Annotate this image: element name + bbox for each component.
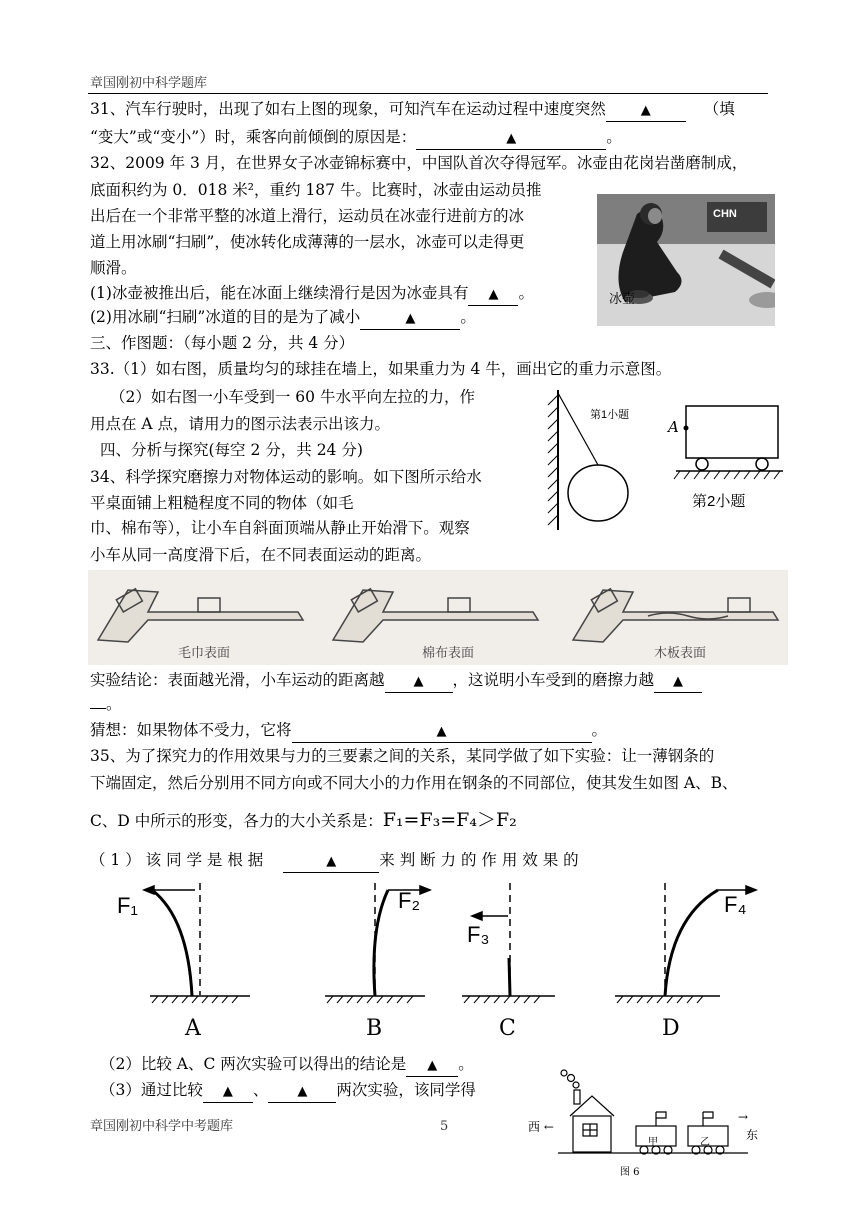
q32-line1: 32、2009 年 3 月，在世界女子冰壶锦标赛中，中国队首次夺得冠军。冰壶由花岗岩凿磨制成， xyxy=(90,154,748,172)
west-label: 西 ← xyxy=(528,1120,554,1134)
fig2-label: 第2小题 xyxy=(692,493,746,510)
answer-blank[interactable]: ▲ xyxy=(406,1054,458,1077)
flag-label: CHN xyxy=(713,208,737,220)
answer-blank[interactable]: ▲ xyxy=(283,850,379,873)
q34-line2: 平桌面铺上粗糙程度不同的物体（如毛 xyxy=(90,494,354,512)
figure-label-b: B xyxy=(366,1016,383,1041)
answer-blank[interactable]: ▲ xyxy=(360,307,460,330)
page-number: 5 xyxy=(440,1119,449,1134)
q34-line1: 34、科学探究磨擦力对物体运动的影响。如下图所示给水 xyxy=(90,468,482,486)
q34-conclusion: 实验结论：表面越光滑，小车运动的距离越 ▲ ，这说明小车受到的磨擦力越 ▲ xyxy=(90,670,702,693)
surface-label-wood: 木板表面 xyxy=(654,645,707,660)
answer-blank[interactable]: ▲ xyxy=(654,670,702,693)
q32-sub1: (1)冰壶被推出后，能在冰面上继续滑行是因为冰壶具有 ▲ 。 xyxy=(90,283,534,306)
answer-blank[interactable]: ▲ xyxy=(268,1080,336,1103)
surface-label-towel: 毛巾表面 xyxy=(178,645,231,660)
q35-line2: 下端固定，然后分别用不同方向或不同大小的力作用在钢条的不同部位，使其发生如图 A、B、 xyxy=(90,774,738,792)
fig1-label: 第1小题 xyxy=(590,409,630,421)
curling-photo xyxy=(597,194,775,326)
q33-line3: 用点在 A 点，请用力的图示法表示出该力。 xyxy=(90,415,391,433)
q35-sub1: （ 1 ） 该 同 学 是 根 据 ▲ 来 判 断 力 的 作 用 效 果 的 xyxy=(90,850,579,873)
figure-6-house-cars xyxy=(528,1066,773,1176)
answer-blank[interactable]: ▲ xyxy=(468,283,518,306)
q31-line2: “变大”或“变小”）时，乘客向前倾倒的原因是： ▲ 。 xyxy=(90,127,622,150)
figure-6-caption: 图 6 xyxy=(620,1167,640,1178)
surface-label-cotton: 棉布表面 xyxy=(422,645,475,660)
figure-label-d: D xyxy=(662,1016,680,1041)
q34-guess: 猜想：如果物体不受力，它将 ▲ 。 xyxy=(90,720,607,743)
q35-sub3: （3）通过比较 ▲ 、 ▲ 两次实验，该同学得 xyxy=(100,1080,476,1103)
force-label-f2: F₂ xyxy=(398,888,420,913)
force-label-f4: F₄ xyxy=(724,892,747,917)
east-label: 东 xyxy=(746,1128,759,1142)
q35-line1: 35、为了探究力的作用效果与力的三要素之间的关系，某同学做了如下实验：让一薄钢条的 xyxy=(90,747,715,765)
car-1-label: 甲 xyxy=(648,1137,658,1148)
q32-sub2: (2)用冰刷“扫刷”冰道的目的是为了减小 ▲ 。 xyxy=(90,307,476,330)
figure-label-a: A xyxy=(185,1016,201,1041)
east-arrow-icon: → xyxy=(738,1110,749,1124)
q34-line4: 小车从同一高度滑下后，在不同表面运动的距离。 xyxy=(90,546,432,564)
answer-blank[interactable]: ▲ xyxy=(292,720,592,743)
point-a-label: A xyxy=(668,418,679,436)
header-rule xyxy=(88,93,768,94)
answer-blank[interactable]: ▲ xyxy=(416,127,606,150)
steel-strip-figures xyxy=(100,878,760,1018)
q31-line1: 31、汽车行驶时，出现了如右上图的现象，可知汽车在运动过程中速度突然 ▲ （填 xyxy=(90,99,735,122)
q32-line3: 出后在一个非常平整的冰道上滑行，运动员在冰壶行进前方的冰 xyxy=(90,207,525,225)
page-header: 章国刚初中科学题库 xyxy=(90,76,208,91)
answer-blank[interactable]: ▲ xyxy=(203,1080,253,1103)
q32-line4: 道上用冰刷“扫刷”，使冰转化成薄薄的一层水，冰壶可以走得更 xyxy=(90,233,525,251)
q35-sub2: （2）比较 A、C 两次实验可以得出的结论是 ▲ 。 xyxy=(100,1054,474,1077)
q32-line5: 顺滑。 xyxy=(90,259,137,277)
answer-blank[interactable]: ▲ xyxy=(385,670,453,693)
car-2-label: 乙 xyxy=(700,1137,710,1148)
q33-line2: （2）如右图一小车受到一 60 牛水平向左拉的力，作 xyxy=(110,388,475,406)
force-label-f1: F₁ xyxy=(117,893,138,918)
force-label-f3: F₃ xyxy=(467,922,490,947)
figure-label-c: C xyxy=(499,1016,516,1041)
q33-line1: 33.（1）如右图，质量均匀的球挂在墙上，如果重力为 4 牛，画出它的重力示意图。 xyxy=(90,360,672,378)
ramp-figure xyxy=(88,570,788,665)
q32-line2: 底面积约为 0．018 米²，重约 187 牛。比赛时，冰壶由运动员推 xyxy=(90,181,542,199)
page-footer: 章国刚初中科学中考题库 xyxy=(90,1119,234,1134)
cart-figure xyxy=(658,396,788,491)
q34-line3: 巾、棉布等），让小车自斜面顶端从静止开始滑下。观察 xyxy=(90,519,470,537)
answer-blank[interactable]: ▲ xyxy=(606,99,686,122)
section-3-title: 三、作图题：（每小题 2 分，共 4 分） xyxy=(90,334,355,352)
section-4-title: 四、分析与探究(每空 2 分，共 24 分) xyxy=(100,441,363,459)
q35-line3: C、D 中所示的形变，各力的大小关系是：F₁=F₃=F₄＞F₂ xyxy=(90,809,517,831)
curling-label: 冰壶 xyxy=(609,291,636,306)
q34-conclusion-wrap: 。 xyxy=(90,694,122,714)
